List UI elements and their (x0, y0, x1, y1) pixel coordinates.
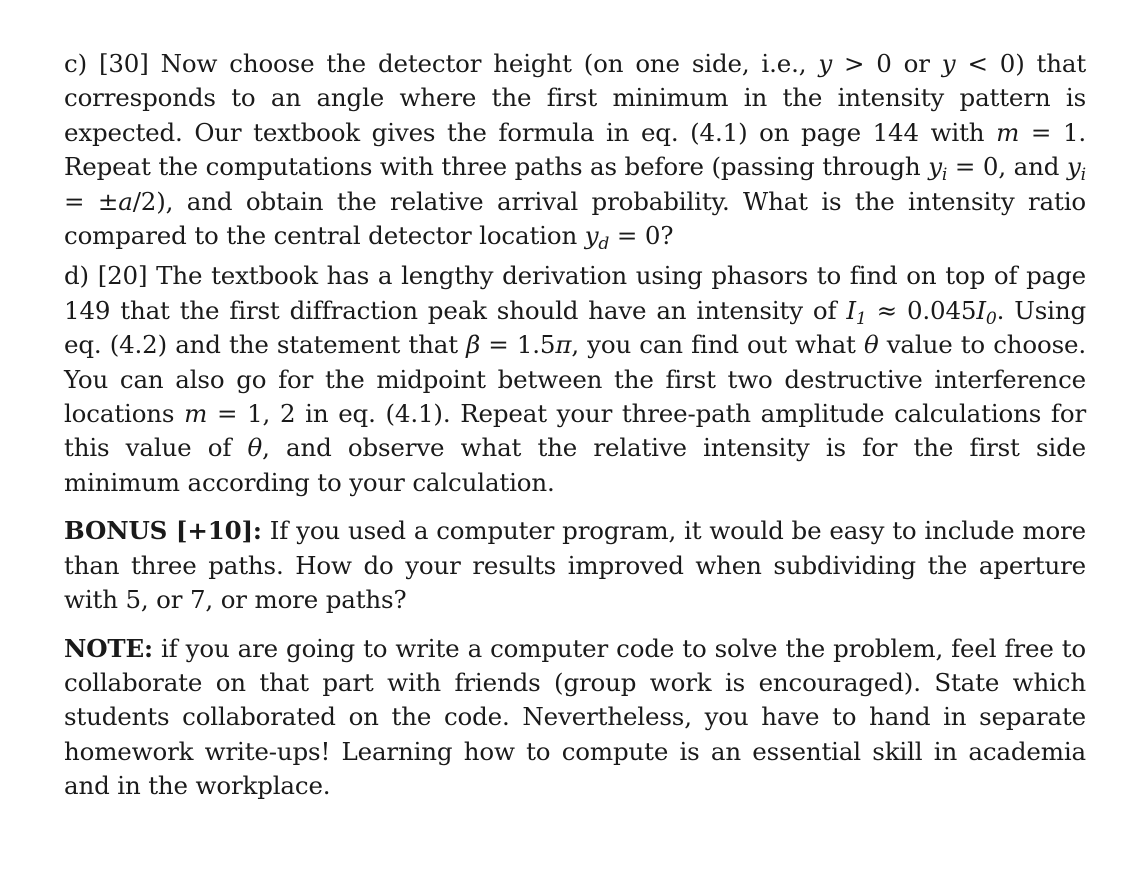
math-theta: θ (247, 433, 263, 463)
part-c-text-5: = 0, and (954, 152, 1060, 182)
bonus-text: If you used a computer program, it would be easy to include more than three paths. How do your results improved when subdividing the aperture with 5, or 7, or more paths? (64, 516, 1087, 615)
part-c-text-6: = ± (64, 186, 119, 216)
document-page (64, 47, 1086, 804)
part-c-paragraph (64, 47, 1086, 253)
bonus-label: BONUS [+10]: (64, 516, 262, 546)
math-y: y (941, 49, 956, 78)
part-c-text-1: Now choose the detector height (on one side, i.e., (160, 49, 807, 78)
note-text: if you are going to write a computer code to solve the problem, feel free to collaborate on that part with friends (group work is encouraged). State which students collaborated on the code. Nevertheless, you have to hand in separate homework write-ups! Learning how to compute is an essential skill in academia and in the workplace. (64, 633, 1087, 801)
part-c-points: [30] (98, 49, 149, 78)
part-c-text-2: > 0 or (843, 49, 930, 78)
math-y-i: $y_i$ (1066, 152, 1086, 186)
part-d-paragraph (64, 259, 1086, 500)
part-d-text-5: , you can find out what (571, 330, 856, 360)
part-d-text-8: , and observe what the relative intensity is for the first side minimum according to your calculation. (64, 433, 1086, 497)
part-d-text-2: ≈ 0.045 (876, 295, 977, 325)
part-d-points: [20] (97, 261, 148, 291)
note-label: NOTE: (64, 633, 153, 663)
part-c-text-8: = 0? (616, 221, 674, 251)
part-c-text-4: = 1. Repeat the computations with three paths as before (passing through (64, 117, 1087, 182)
part-d-text-7: = 1, 2 in eq. (4.1). Repeat your three-path amplitude calculations for this value of (64, 399, 1087, 463)
part-c-text-7: /2), and obtain the relative arrival probability. What is the intensity ratio compared to the central detector location (64, 186, 1086, 251)
bonus-paragraph (64, 514, 1086, 617)
math-y-d: $y_d$ (584, 221, 610, 255)
math-m: m (996, 117, 1020, 147)
part-d-label: d) (64, 261, 89, 291)
math-theta: θ (863, 330, 879, 360)
note-paragraph (64, 632, 1086, 804)
math-I-0: $I_0$ (976, 295, 997, 329)
part-c-text-3: < 0) that corresponds to an angle where the first minimum in the intensity pattern is expected. Our textbook gives the formula in eq. (4.1) on page 144 with (64, 49, 1087, 147)
math-I-1: $I_1$ (846, 295, 867, 329)
part-d-text-1: The textbook has a lengthy derivation using phasors to find on top of page 149 that the first diffraction peak should have an intensity of (64, 261, 1086, 325)
math-y: y (818, 49, 833, 78)
part-d-text-4: = 1.5 (488, 330, 556, 360)
math-m: m (184, 399, 208, 429)
math-y-i: $y_i$ (928, 152, 948, 186)
math-a: a (118, 186, 133, 216)
math-beta: β (466, 330, 481, 360)
part-d-text-3: . Using eq. (4.2) and the statement that (64, 295, 1087, 360)
part-c-label: c) (64, 49, 87, 78)
part-d-text-6: value to choose. You can also go for the midpoint between the first two destructive interference locations (64, 330, 1087, 429)
math-pi: π (555, 330, 572, 360)
